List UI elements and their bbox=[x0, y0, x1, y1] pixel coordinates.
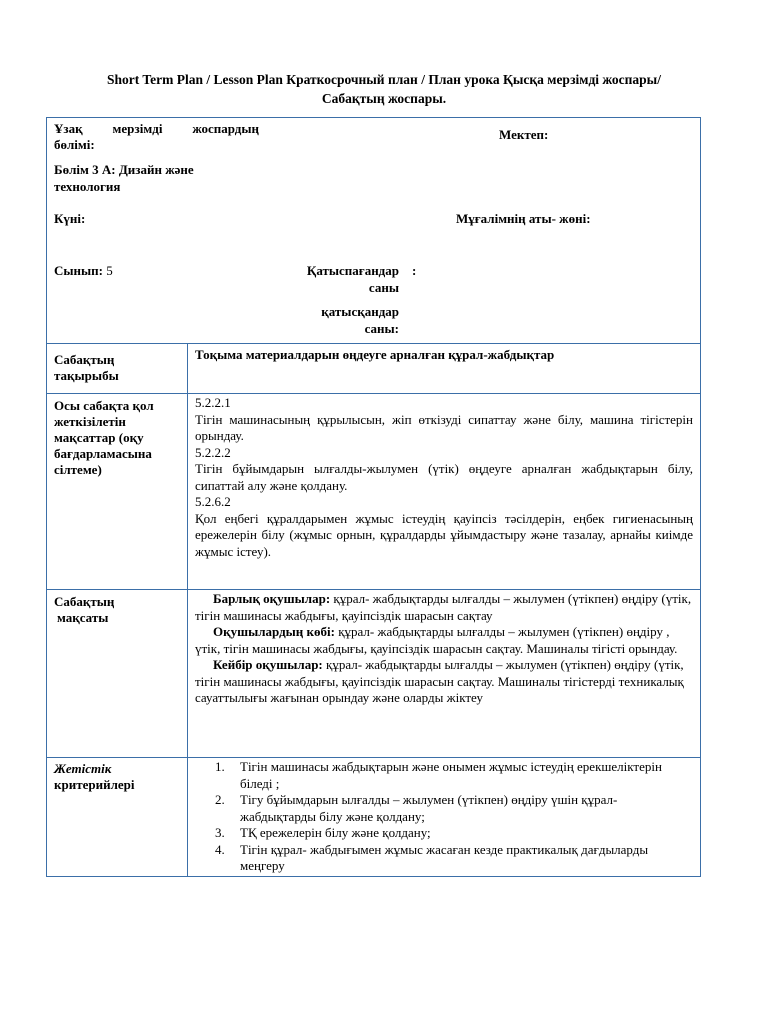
absent-colon: : bbox=[412, 263, 417, 278]
class-field bbox=[54, 263, 113, 279]
goals-row bbox=[47, 590, 700, 758]
criteria-text: Тігін құрал- жабдығымен жұмыс жасаған кезде практикалық дағдыларды меңгеру bbox=[240, 841, 649, 873]
teacher-label: Мұғалімнің аты- жөні: bbox=[456, 211, 591, 226]
class-value: 5 bbox=[106, 263, 113, 278]
topic-row bbox=[47, 344, 700, 394]
objectives-label-line: жеткізілетін bbox=[54, 414, 126, 429]
criteria-label bbox=[47, 758, 188, 876]
section-value-line-1: Бөлім 3 А: Дизайн және bbox=[54, 162, 194, 177]
criteria-number: 1. bbox=[215, 759, 225, 774]
topic-value: Тоқыма материалдарын өңдеуге арналған құрал-жабдықтар bbox=[195, 347, 555, 362]
absent-label-line-1: Қатыспағандар bbox=[306, 263, 399, 278]
criteria-item bbox=[195, 759, 693, 792]
criteria-number: 3. bbox=[215, 825, 225, 840]
document-title bbox=[40, 70, 728, 108]
criteria-number: 4. bbox=[215, 841, 225, 857]
goals-label-line-1: Сабақтың bbox=[54, 594, 115, 609]
goals-label-line-2: мақсаты bbox=[57, 610, 109, 625]
title-line-1: Short Term Plan / Lesson Plan Краткосрочный план / План урока Қысқа мерзімді жоспары/ bbox=[107, 72, 661, 87]
present-label-line-1: қатысқандар bbox=[321, 304, 399, 319]
goals-list bbox=[195, 591, 693, 707]
criteria-item bbox=[195, 842, 693, 875]
goal-text: құрал- жабдықтарды ылғалды – жылумен (үтікпен) өңдіру (үтік, тігін машинасы жабдығы, қауіпсіздік шарасын сақтау. Машиналы тігістерді техникалық сауаттылығы жағынан орындау және оларды жіктеу bbox=[195, 657, 684, 705]
criteria-row bbox=[47, 758, 700, 876]
info-block bbox=[47, 118, 700, 344]
goal-group bbox=[195, 624, 693, 657]
criteria-item bbox=[195, 792, 693, 825]
section-label-line-2: бөлімі: bbox=[54, 137, 95, 152]
criteria-label-line-1: Жетістік bbox=[54, 761, 112, 776]
objectives-list bbox=[195, 395, 693, 560]
topic-label-line-2: тақырыбы bbox=[54, 368, 119, 383]
goal-lead: Оқушылардың көбі: bbox=[213, 624, 335, 639]
objectives-label-line: бағдарламасына bbox=[54, 446, 152, 461]
topic-label-line-1: Сабақтың bbox=[54, 352, 115, 367]
goal-lead: Барлық оқушылар: bbox=[213, 591, 331, 606]
criteria-text: Тігін машинасы жабдықтарын және онымен жұмыс істеудің ерекшеліктерін біледі ; bbox=[240, 759, 662, 791]
section-value-line-2: технология bbox=[54, 179, 121, 194]
goal-text: құрал- жабдықтарды ылғалды – жылумен (үтікпен) өңдіру (үтік, тігін машинасы жабдығы, қауіпсіздік шарасын сақтау bbox=[195, 591, 692, 623]
objective-code: 5.2.2.1 bbox=[195, 395, 231, 410]
date-label: Күні: bbox=[54, 211, 86, 226]
present-label-line-2: саны: bbox=[364, 321, 399, 336]
criteria-item bbox=[195, 825, 693, 842]
objective-code: 5.2.2.2 bbox=[195, 444, 231, 460]
class-label: Сынып: bbox=[54, 263, 103, 278]
title-line-2: Сабақтың жоспары. bbox=[321, 91, 447, 106]
goal-text: құрал- жабдықтарды ылғалды – жылумен (үтікпен) өңдіру , үтік, тігін машинасы жабдығы, қауіпсіздік шарасын сақтау. Машиналы тігісті орындау. bbox=[195, 624, 678, 656]
objective-code: 5.2.6.2 bbox=[195, 494, 231, 509]
goal-lead: Кейбір оқушылар: bbox=[213, 657, 323, 672]
goals-label bbox=[47, 590, 188, 757]
criteria-number: 2. bbox=[215, 792, 225, 807]
objective-text: Тігін бұйымдарын ылғалды-жылумен (үтік) өңдеуге арналған жабдықтарын білу, сипаттай алу және қолдану. bbox=[195, 461, 693, 493]
goal-group bbox=[195, 657, 693, 707]
objective-text: Қол еңбегі құралдарымен жұмыс істеудің қауіпсіз тәсілдерін, еңбек гигиенасының ережелерін білу (жұмыс орнын, құралдарды ұйымдастыру және тазалау, арнайы киімде жұмыс істеу). bbox=[195, 510, 693, 559]
criteria-text: Тігу бұйымдарын ылғалды – жылумен (үтікпен) өңдіру үшін құрал-жабдықтарды білу және қолдану; bbox=[240, 792, 618, 824]
criteria-label-line-2: критерийлері bbox=[54, 777, 135, 792]
objectives-row bbox=[47, 394, 700, 590]
lesson-plan-table bbox=[46, 117, 701, 877]
criteria-list bbox=[195, 759, 693, 875]
objectives-label-line: Осы сабақта қол bbox=[54, 398, 154, 413]
school-label: Мектеп: bbox=[499, 127, 549, 142]
objective-text: Тігін машинасының құрылысын, жіп өткізуді сипаттау және білу, машина тігістерін орындау. bbox=[195, 411, 693, 443]
objectives-label-line: сілтеме) bbox=[54, 462, 102, 477]
goal-group bbox=[195, 591, 693, 624]
criteria-text: ТҚ ережелерін білу және қолдану; bbox=[240, 825, 431, 840]
absent-label-line-2: саны bbox=[368, 280, 399, 295]
topic-label bbox=[47, 344, 188, 393]
objectives-label bbox=[47, 394, 188, 589]
section-label-line-1: Ұзақ мерзімді жоспардың bbox=[54, 121, 259, 136]
objectives-label-line: мақсаттар (оқу bbox=[54, 430, 144, 445]
